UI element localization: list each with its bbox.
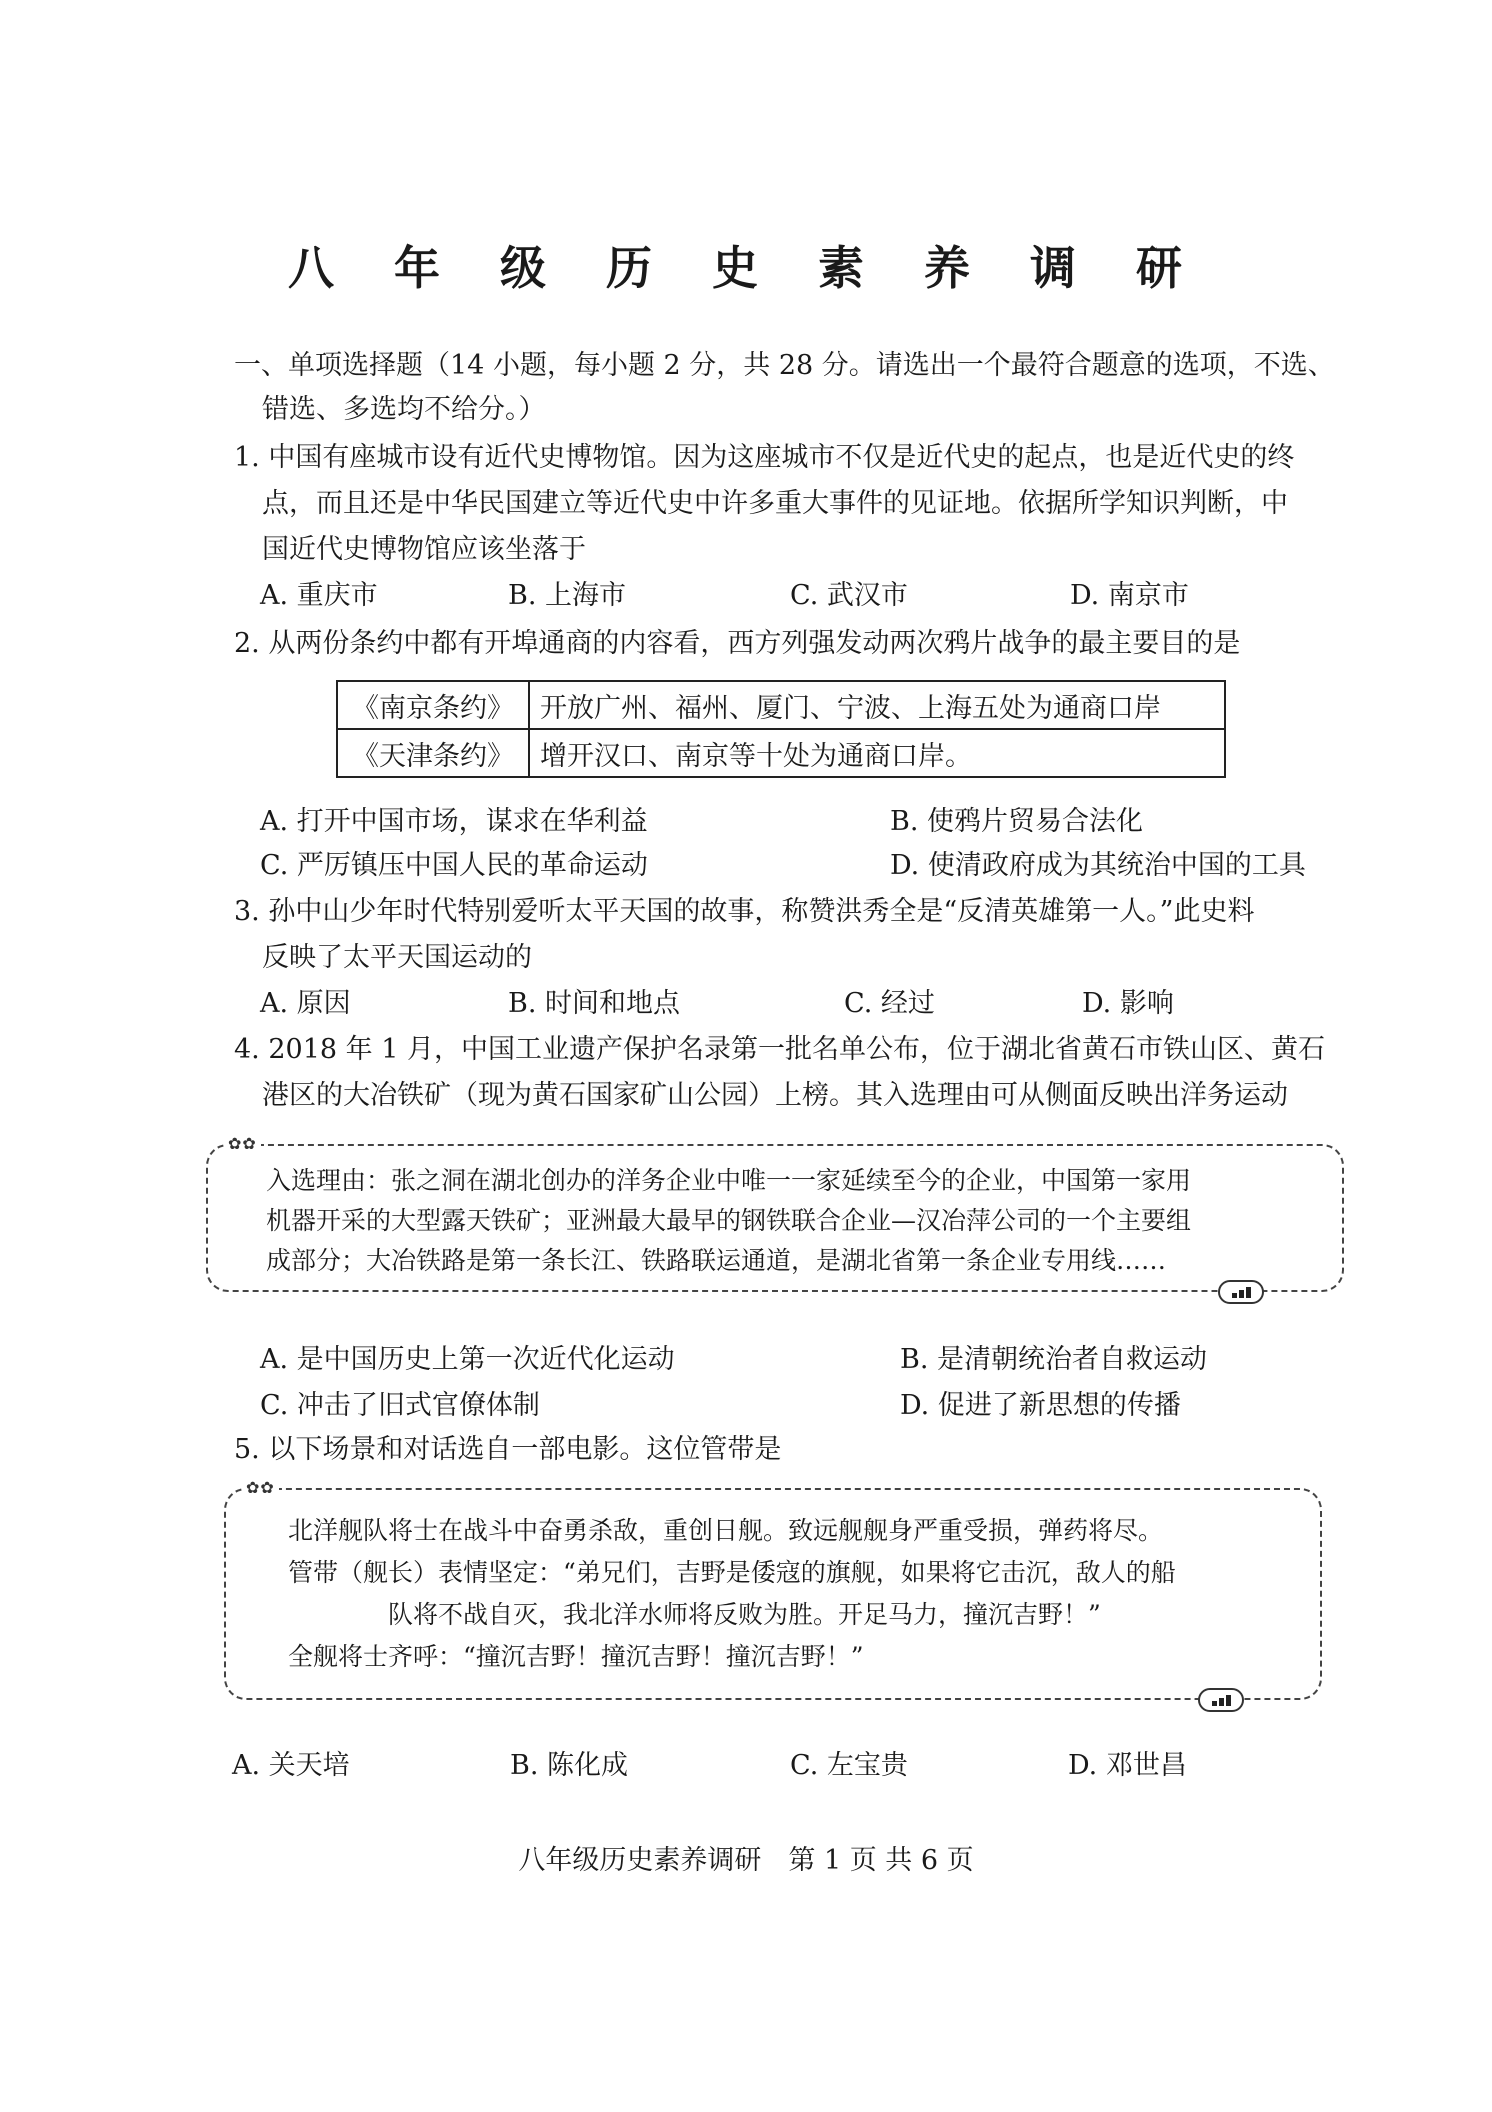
- q2-option-c: C. 严厉镇压中国人民的革命运动: [260, 850, 648, 881]
- flower-deco-icon: ✿✿: [242, 1478, 279, 1497]
- table-row: [337, 681, 1225, 729]
- q1-option-c: C. 武汉市: [790, 580, 908, 611]
- treaty-table: [336, 680, 1226, 778]
- flower-deco-icon: ✿✿: [224, 1134, 261, 1153]
- page-footer: 八年级历史素养调研 第 1 页 共 6 页: [518, 1845, 974, 1876]
- q1-option-a: A. 重庆市: [260, 580, 378, 611]
- treaty-name-cell: 《南京条约》: [337, 681, 529, 729]
- q5-box-line-2: 管带（舰长）表情坚定：“弟兄们，吉野是倭寇的旗舰，如果将它击沉，敌人的船: [288, 1558, 1176, 1587]
- page-title: 八 年 级 历 史 素 养 调 研: [287, 241, 1205, 295]
- q4-box-line-1: 入选理由：张之洞在湖北创办的洋务企业中唯一一家延续至今的企业，中国第一家用: [266, 1166, 1192, 1195]
- bubble-deco-icon: [1218, 1280, 1264, 1304]
- q4-option-a: A. 是中国历史上第一次近代化运动: [260, 1344, 675, 1375]
- q4-stem-line-2: 港区的大冶铁矿（现为黄石国家矿山公园）上榜。其入选理由可从侧面反映出洋务运动: [262, 1080, 1288, 1111]
- q5-stem: 5. 以下场景和对话选自一部电影。这位管带是: [234, 1434, 782, 1465]
- q5-option-a: A. 关天培: [232, 1750, 350, 1781]
- q1-stem-line-3: 国近代史博物馆应该坐落于: [262, 534, 586, 565]
- section-heading-line-1: 一、单项选择题（14 小题，每小题 2 分，共 28 分。请选出一个最符合题意的选项，不选、: [234, 350, 1335, 381]
- q4-box-line-3: 成部分；大冶铁路是第一条长江、铁路联运通道，是湖北省第一条企业专用线……: [266, 1246, 1167, 1275]
- q4-stem-line-1: 4. 2018 年 1 月，中国工业遗产保护名录第一批名单公布，位于湖北省黄石市铁山区、黄石: [234, 1034, 1325, 1065]
- q4-source-box: [206, 1134, 1344, 1292]
- q5-box-line-1: 北洋舰队将士在战斗中奋勇杀敌，重创日舰。致远舰舰身严重受损，弹药将尽。: [288, 1516, 1164, 1545]
- q1-stem-line-1: 1. 中国有座城市设有近代史博物馆。因为这座城市不仅是近代史的起点，也是近代史的终: [234, 442, 1295, 473]
- q3-option-a: A. 原因: [260, 988, 351, 1019]
- q3-option-d: D. 影响: [1082, 988, 1174, 1019]
- q5-option-b: B. 陈化成: [510, 1750, 629, 1781]
- q2-option-b: B. 使鸦片贸易合法化: [890, 806, 1144, 837]
- table-row: [337, 729, 1225, 777]
- q3-stem-line-2: 反映了太平天国运动的: [262, 942, 532, 973]
- q4-option-d: D. 促进了新思想的传播: [900, 1390, 1181, 1421]
- q3-stem-line-1: 3. 孙中山少年时代特别爱听太平天国的故事，称赞洪秀全是“反清英雄第一人。”此史料: [234, 896, 1255, 927]
- q1-option-d: D. 南京市: [1070, 580, 1189, 611]
- q1-stem-line-2: 点，而且还是中华民国建立等近代史中许多重大事件的见证地。依据所学知识判断，中: [262, 488, 1288, 519]
- treaty-name-cell: 《天津条约》: [337, 729, 529, 777]
- q3-option-c: C. 经过: [844, 988, 935, 1019]
- treaty-content-cell: 增开汉口、南京等十处为通商口岸。: [529, 729, 1225, 777]
- q3-option-b: B. 时间和地点: [508, 988, 681, 1019]
- q5-source-box: [224, 1478, 1322, 1700]
- treaty-content-cell: 开放广州、福州、厦门、宁波、上海五处为通商口岸: [529, 681, 1225, 729]
- q2-stem: 2. 从两份条约中都有开埠通商的内容看，西方列强发动两次鸦片战争的最主要目的是: [234, 628, 1241, 659]
- q5-box-line-3: 队将不战自灭，我北洋水师将反败为胜。开足马力，撞沉吉野！”: [388, 1600, 1101, 1629]
- q4-option-c: C. 冲击了旧式官僚体制: [260, 1390, 540, 1421]
- q4-box-line-2: 机器开采的大型露天铁矿；亚洲最大最早的钢铁联合企业—汉冶萍公司的一个主要组: [266, 1206, 1192, 1235]
- q2-option-a: A. 打开中国市场，谋求在华利益: [260, 806, 648, 837]
- q1-option-b: B. 上海市: [508, 580, 627, 611]
- q5-option-c: C. 左宝贵: [790, 1750, 908, 1781]
- q4-option-b: B. 是清朝统治者自救运动: [900, 1344, 1208, 1375]
- q5-box-line-4: 全舰将士齐呼：“撞沉吉野！撞沉吉野！撞沉吉野！”: [288, 1642, 864, 1671]
- q2-option-d: D. 使清政府成为其统治中国的工具: [890, 850, 1306, 881]
- q5-option-d: D. 邓世昌: [1068, 1750, 1187, 1781]
- section-heading-line-2: 错选、多选均不给分。）: [262, 394, 546, 425]
- bubble-deco-icon: [1198, 1688, 1244, 1712]
